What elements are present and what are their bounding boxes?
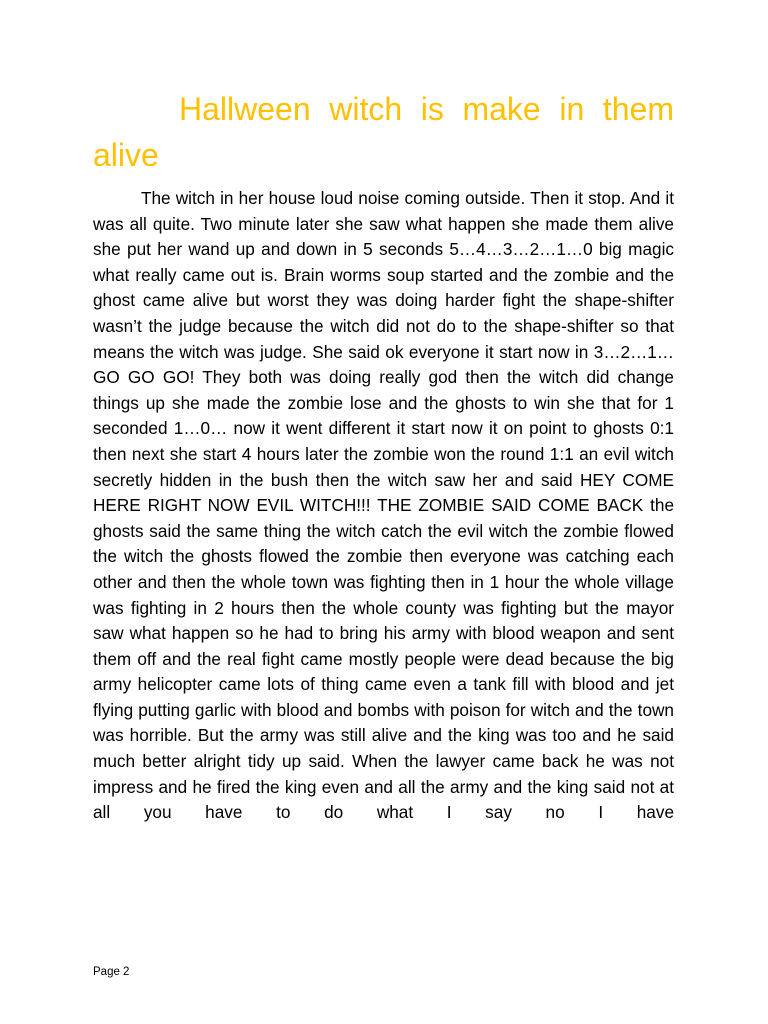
document-title: Hallween witch is make in them alive <box>93 91 674 173</box>
document-body-paragraph: The witch in her house loud noise coming outside. Then it stop. And it was all quite. Two minute later she saw what happen she made them alive she put her wand up and down in 5 seconds 5…4…3…2…1…0 big magic what really came out is. Brain worms soup started and the zombie and the ghost came alive but worst they was doing harder fight the shape-shifter wasn’t the judge because the witch did not do to the shape-shifter so that means the witch was judge. She said ok everyone it start now in 3…2…1… GO GO GO! They both was doing really god then the witch did change things up she made the zombie lose and the ghosts to win she that for 1 seconded 1…0… now it went different it start now it on point to ghosts 0:1 then next she start 4 hours later the zombie won the round 1:1 an evil witch secretly hidden in the bush then the witch saw her and said HEY COME HERE RIGHT NOW EVIL WITCH!!! THE ZOMBIE SAID COME BACK the ghosts said the same thing the witch catch the evil witch the zombie flowed the witch the ghosts flowed the zombie then everyone was catching each other and then the whole town was fighting then in 1 hour the whole village was fighting in 2 hours then the whole county was fighting but the mayor saw what happen so he had to bring his army with blood weapon and sent them off and the real fight came mostly people were dead because the big army helicopter came lots of thing came even a tank fill with blood and jet flying putting garlic with blood and bombs with poison for witch and the town was horrible. But the army was still alive and the king was too and he said much better alright tidy up said. When the lawyer came back he was not impress and he fired the king even and all the army and the king said not at all you have to do what I say no I have <box>93 188 674 823</box>
page-number-footer: Page 2 <box>93 966 130 978</box>
